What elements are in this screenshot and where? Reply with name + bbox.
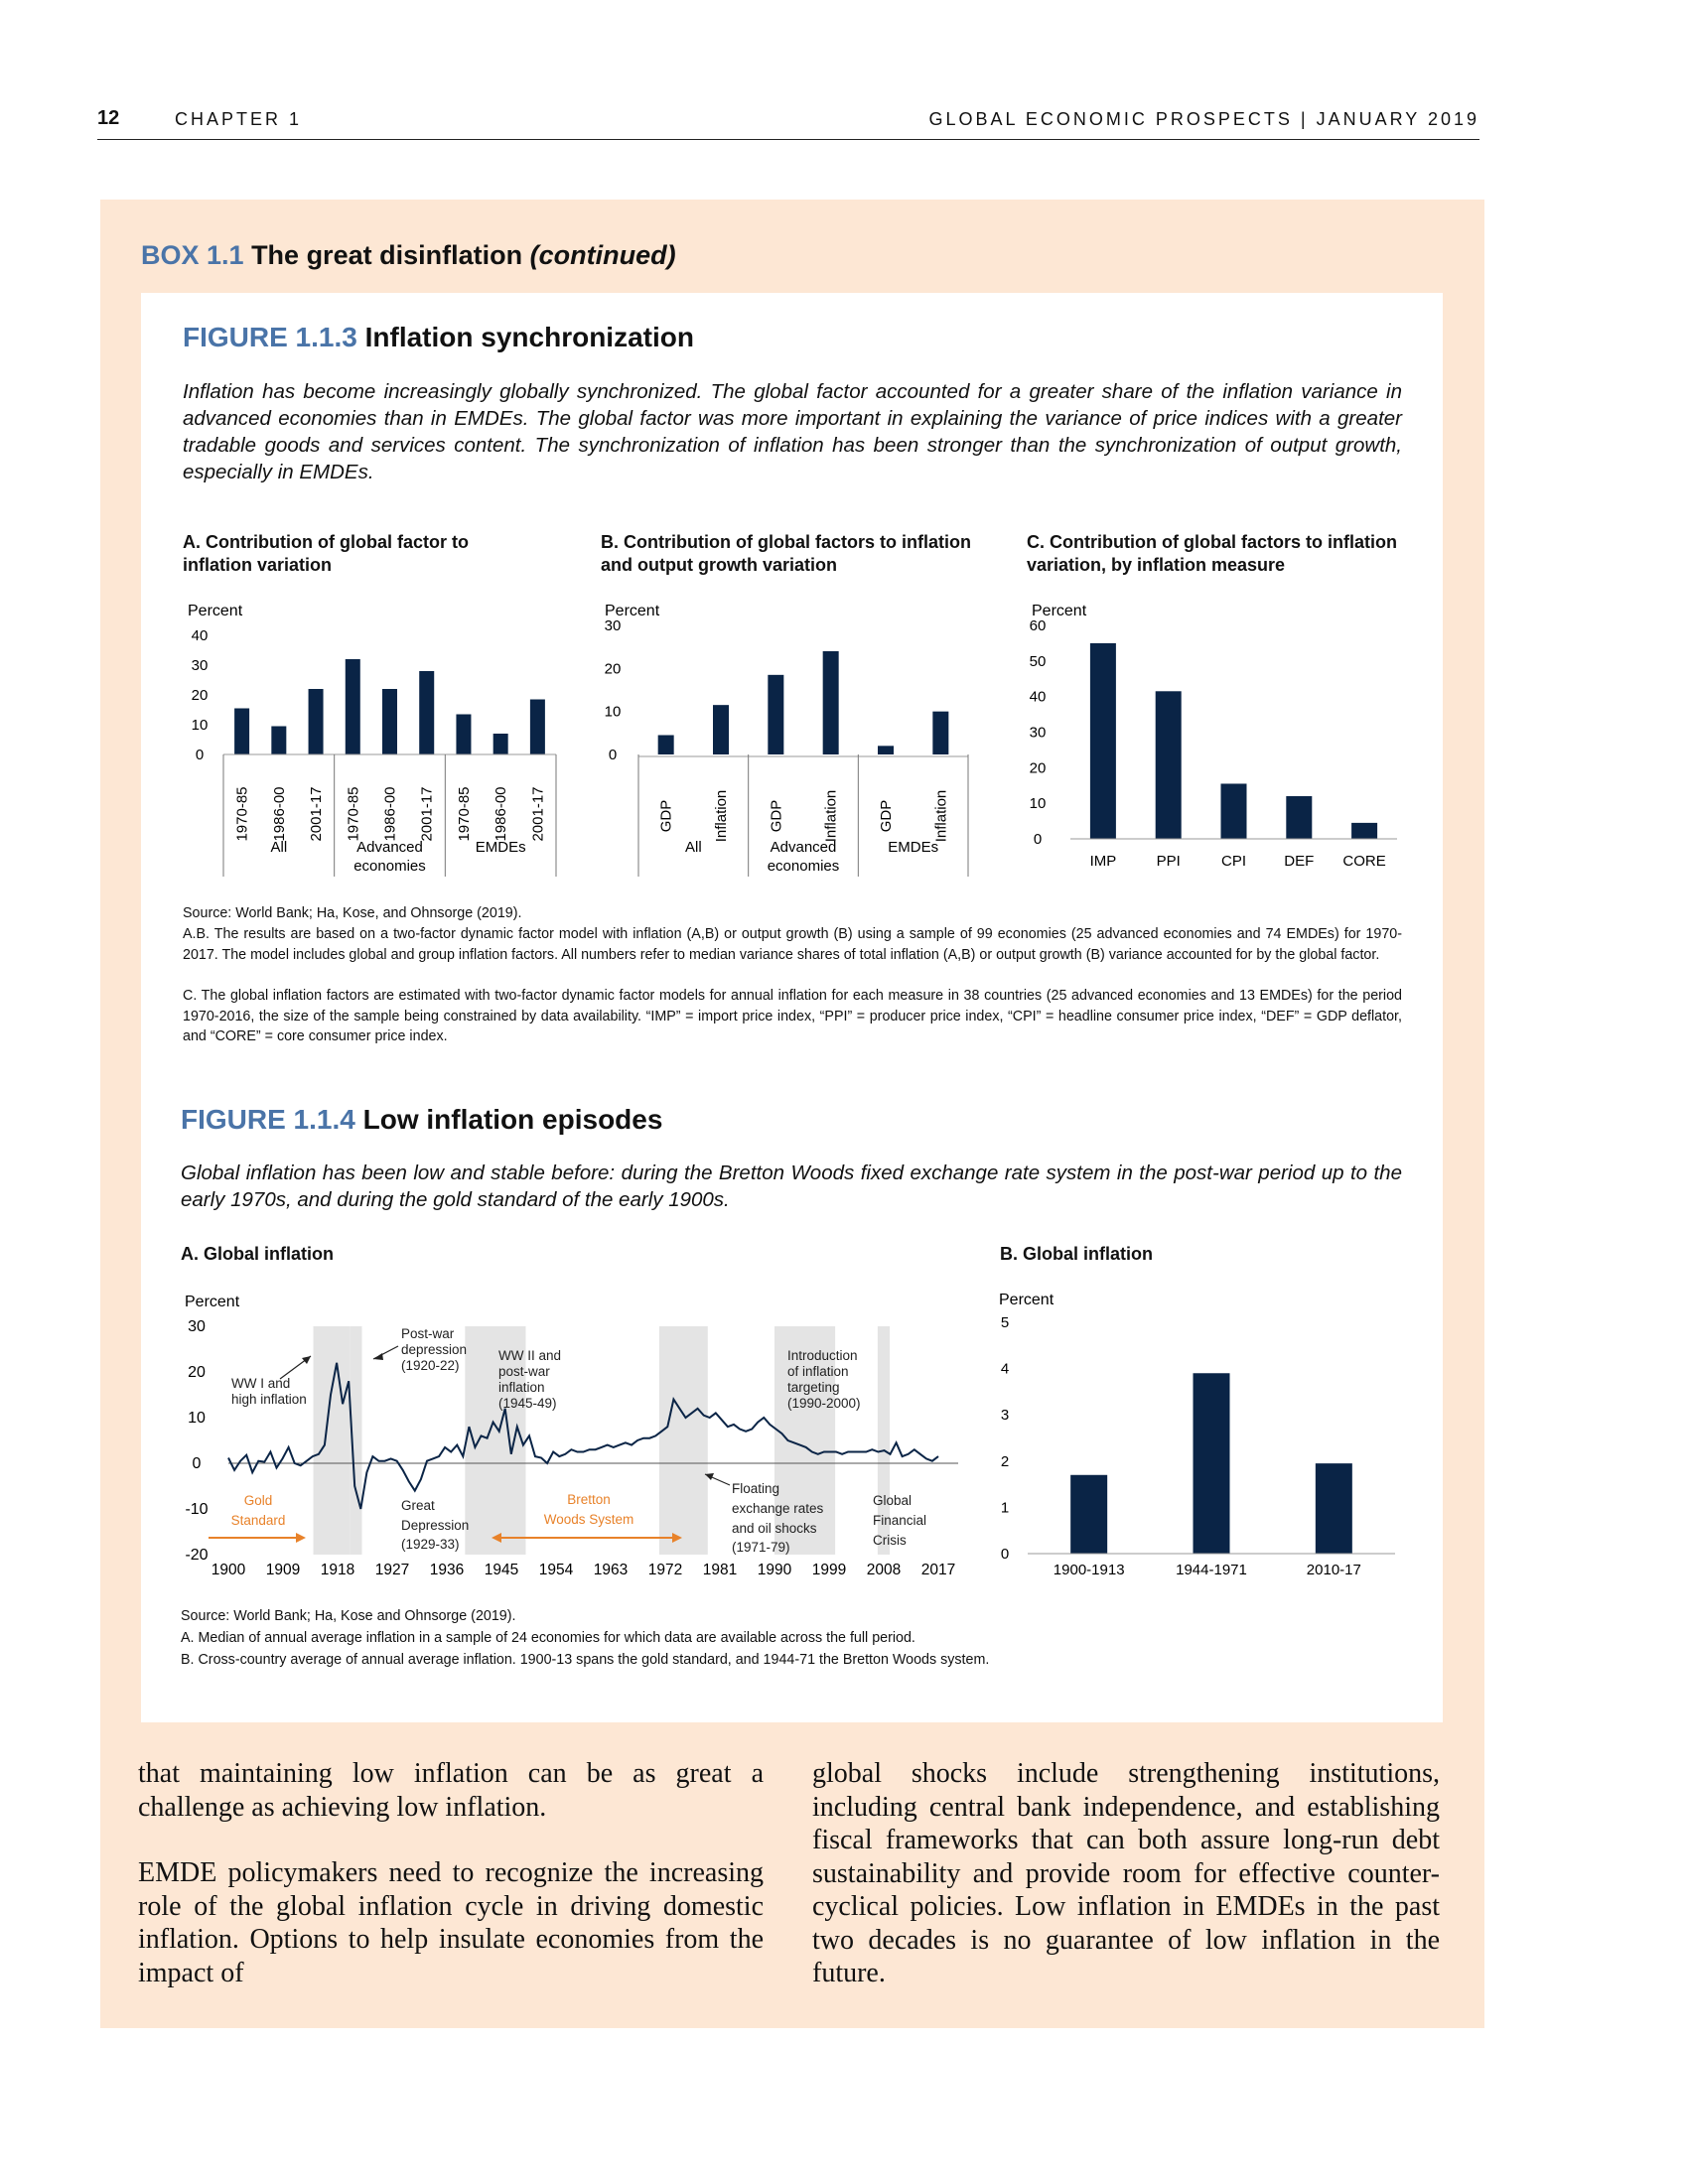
c113b-xtick: GDP	[657, 799, 675, 833]
c113a-xtick: 1986-00	[492, 786, 510, 842]
c113b-xtick: Inflation	[932, 789, 950, 843]
figure-113-note-ab: A.B. The results are based on a two-factor dynamic factor model with inflation (A,B) or output growth (B) using a sample of 99 economies (25 advanced economies and 74 EMDEs) for 1970-2017. The model includes global and group inflation factors. All numbers refer to median variance shares of total inflation (A,B) or output growth (B) variance accounted for by the global factor.	[183, 926, 1402, 963]
fig114a-chart	[179, 1287, 973, 1594]
fig114a-shaded-period	[659, 1326, 708, 1555]
c114b-bar	[1070, 1475, 1107, 1554]
c113c-ytick: 60	[1029, 617, 1047, 634]
figure-114-title-text: Low inflation episodes	[354, 1104, 663, 1135]
fig114a-xtick: 2017	[920, 1562, 956, 1578]
c113a-bar	[271, 727, 286, 755]
annotation-wwi: WW I and high inflation	[231, 1376, 307, 1407]
c113c-bar	[1156, 691, 1182, 839]
c113b-bar	[878, 746, 894, 754]
body-left-p1: that maintaining low inflation can be as great a challenge as achieving low inflation.	[138, 1758, 764, 1823]
c113a-xtick: 1970-85	[345, 786, 362, 842]
c113a-xtick: 1970-85	[455, 786, 473, 842]
fig114a-ytick: 0	[192, 1455, 202, 1472]
c113c-ytick: 20	[1029, 759, 1047, 777]
fig114b-chart	[993, 1287, 1410, 1594]
figure-113-source: Source: World Bank; Ha, Kose, and Ohnsorge (2019).	[183, 905, 522, 921]
fig113b-chart	[596, 596, 993, 884]
c113a-bar	[234, 709, 249, 755]
fig114a-ytick: 10	[188, 1410, 206, 1427]
c113b-ytick: 0	[608, 747, 618, 763]
c114b-xtick: 2010-17	[1306, 1562, 1361, 1578]
box-label: BOX 1.1	[141, 240, 244, 270]
c114b-ytick: 5	[1000, 1314, 1010, 1331]
era-gold-arrowhead	[296, 1533, 306, 1543]
c113a-ytick: 20	[191, 687, 209, 704]
c113c-ytick: 50	[1029, 652, 1047, 670]
c113c-ytick: 40	[1029, 688, 1047, 706]
fig114a-xtick: 1918	[320, 1562, 355, 1578]
fig113c-ylabel: Percent	[1032, 603, 1087, 619]
c114b-ytick: 4	[1000, 1360, 1010, 1378]
fig114b-ylabel: Percent	[999, 1292, 1055, 1308]
c114b-bar	[1194, 1373, 1230, 1554]
body-right: global shocks include strengthening institutions, including central bank independence, and establishing fiscal frameworks that can both assure long-run debt sustainability and provide room for effective counter-cyclical policies. Low inflation in EMDEs in the past two decades is no guarantee of low inflation in the future.	[812, 1758, 1440, 1988]
c113b-bar	[713, 705, 729, 754]
c113b-xtick: GDP	[878, 799, 895, 833]
fig114a-xtick: 1900	[211, 1562, 246, 1578]
c113a-ytick: 10	[191, 717, 209, 734]
figure-113-title-text: Inflation synchronization	[356, 322, 694, 352]
c113c-bar	[1351, 823, 1377, 839]
fig114a-xtick: 1999	[811, 1562, 847, 1578]
c113a-bar	[493, 734, 508, 754]
fig113a-ylabel: Percent	[188, 603, 243, 619]
arrowhead-wwi	[302, 1356, 311, 1364]
figure-114-label: FIGURE 1.1.4	[181, 1104, 355, 1135]
c113b-ytick: 10	[604, 703, 622, 721]
c113b-group-label: EMDEs	[888, 839, 939, 856]
fig113c-chart	[1023, 596, 1420, 884]
c113c-xtick: IMP	[1089, 853, 1117, 870]
c113a-ytick: 30	[191, 657, 209, 674]
fig114b-title: B. Global inflation	[1000, 1244, 1153, 1264]
c113a-group-label: Advanced economies	[353, 839, 426, 875]
annotation-postwar-depression: Post-war depression (1920-22)	[401, 1326, 468, 1373]
fig114a-ytick: 20	[188, 1364, 206, 1381]
era-bretton-woods: Bretton Woods System	[543, 1492, 634, 1527]
c114b-bar	[1316, 1463, 1352, 1554]
c113c-xtick: CORE	[1342, 853, 1386, 870]
figure-114-description: Global inflation has been low and stable before: during the Bretton Woods fixed exchange rate system in the post-war period up to the early 1970s, and during the gold standard of the early 1900s.	[181, 1161, 1402, 1211]
c113c-xtick: CPI	[1220, 853, 1247, 870]
figure-113-note-c: C. The global inflation factors are estimated with two-factor dynamic factor models for annual inflation for each measure in 38 countries (25 advanced economies and 13 EMDEs) for the period 1970-2016, the size of the sample being constrained by data availability. “IMP” = import price index, “PPI” = producer price index, “CPI” = headline consumer price index, “DEF” = GDP deflator, and “CORE” = core consumer price index.	[183, 988, 1402, 1044]
fig114a-xtick: 1927	[374, 1562, 410, 1578]
c113b-ytick: 30	[604, 617, 622, 634]
c113c-ytick: 30	[1029, 724, 1047, 742]
c114b-ytick: 1	[1000, 1499, 1010, 1517]
c114b-ytick: 2	[1000, 1452, 1010, 1470]
annotation-gfc: Global Financial Crisis	[873, 1493, 927, 1548]
fig114a-xtick: 1945	[484, 1562, 519, 1578]
annotation-inflation-targeting: Introduction of inflation targeting (1990-2000)	[787, 1348, 861, 1411]
chapter-label: CHAPTER 1	[175, 109, 303, 129]
c113c-bar	[1221, 783, 1247, 839]
fig113a-title: A. Contribution of global factor to inflation variation	[183, 532, 469, 575]
fig114a-xtick: 1981	[702, 1562, 738, 1578]
c113a-bar	[309, 689, 324, 754]
c113b-group-label: All	[684, 839, 702, 856]
fig114a-xtick: 2008	[866, 1562, 902, 1578]
c113c-bar	[1090, 643, 1116, 839]
c113a-ytick: 40	[191, 627, 209, 644]
c113a-ytick: 0	[195, 747, 205, 763]
c113b-bar	[932, 712, 948, 754]
c114b-xtick: 1944-1971	[1176, 1562, 1247, 1578]
publication-title: GLOBAL ECONOMIC PROSPECTS | JANUARY 2019	[928, 109, 1479, 129]
c113b-ytick: 20	[604, 660, 622, 678]
c113b-bar	[823, 651, 839, 754]
figure-114-source: Source: World Bank; Ha, Kose and Ohnsorge (2019).	[181, 1608, 516, 1624]
era-gold-standard: Gold Standard	[230, 1493, 286, 1528]
fig114a-ylabel: Percent	[185, 1294, 240, 1310]
c113c-bar	[1286, 796, 1312, 839]
fig114a-xtick: 1963	[593, 1562, 629, 1578]
fig114a-title: A. Global inflation	[181, 1244, 334, 1264]
c113b-group-label: Advanced economies	[767, 839, 840, 875]
figure-113-description: Inflation has become increasingly globally synchronized. The global factor accounted for a greater share of the inflation variance in advanced economies than in EMDEs. The global factor was more important in explaining the variance of price indices with a greater tradable goods and services content. The synchronization of inflation has been stronger than the synchronization of output growth, especially in EMDEs.	[183, 380, 1402, 483]
fig113c-title: C. Contribution of global factors to inflation variation, by inflation measure	[1027, 532, 1397, 575]
c113a-xtick: 1986-00	[270, 786, 288, 842]
fig114a-xtick: 1954	[538, 1562, 574, 1578]
figure-113-label: FIGURE 1.1.3	[183, 322, 357, 352]
c113b-xtick: Inflation	[713, 789, 730, 843]
box-title-text: The great disinflation	[251, 240, 530, 270]
box-title	[141, 240, 676, 271]
fig114a-ytick: -10	[185, 1501, 209, 1518]
fig113b-title: B. Contribution of global factors to inflation and output growth variation	[601, 532, 971, 575]
page-number: 12	[97, 107, 120, 129]
fig113a-chart	[179, 596, 566, 884]
fig114a-xtick: 1990	[757, 1562, 792, 1578]
arrowhead-postwar	[373, 1353, 383, 1360]
c113c-ytick: 0	[1033, 831, 1043, 848]
figure-114-title	[181, 1104, 662, 1136]
annotation-wwii: WW II and post-war inflation (1945-49)	[498, 1348, 562, 1411]
figure-114-note-b: B. Cross-country average of annual average inflation. 1900-13 spans the gold standard, and 1944-71 the Bretton Woods system.	[181, 1652, 990, 1668]
c113a-xtick: 2001-17	[418, 786, 436, 842]
c114b-xtick: 1900-1913	[1053, 1562, 1125, 1578]
c113b-xtick: Inflation	[822, 789, 840, 843]
body-left-p2: EMDE policymakers need to recognize the increasing role of the global inflation cycle in driving domestic inflation. Options to help insulate economies from the impact of	[138, 1857, 764, 1988]
c113a-bar	[419, 671, 434, 754]
figure-113-title	[183, 322, 694, 353]
c113a-bar	[346, 659, 360, 754]
c113a-bar	[456, 715, 471, 755]
c113c-xtick: PPI	[1156, 853, 1181, 870]
annotation-great-depression: Great Depression (1929-33)	[401, 1498, 470, 1552]
c114b-ytick: 3	[1000, 1407, 1010, 1425]
c113b-xtick: GDP	[768, 799, 785, 833]
c113c-xtick: DEF	[1284, 853, 1315, 870]
fig114a-xtick: 1972	[647, 1562, 683, 1578]
c113b-bar	[768, 675, 783, 754]
c113a-xtick: 1986-00	[381, 786, 399, 842]
fig114a-xtick: 1909	[265, 1562, 301, 1578]
fig113b-ylabel: Percent	[605, 603, 660, 619]
box-continued: (continued)	[529, 240, 676, 270]
c113a-group-label: All	[270, 839, 288, 856]
c113c-ytick: 10	[1029, 795, 1047, 813]
c113a-xtick: 2001-17	[529, 786, 547, 842]
figure-114-note-a: A. Median of annual average inflation in a sample of 24 economies for which data are available across the full period.	[181, 1630, 915, 1646]
header-rule	[97, 139, 1479, 140]
c113a-bar	[530, 700, 545, 755]
annotation-floating-rates: Floating exchange rates and oil shocks (1971-79)	[732, 1481, 824, 1555]
c114b-ytick: 0	[1000, 1546, 1010, 1563]
fig114a-ytick: 30	[188, 1318, 206, 1335]
fig114a-ytick: -20	[185, 1547, 209, 1564]
c113b-bar	[658, 736, 674, 755]
fig114a-xtick: 1936	[429, 1562, 465, 1578]
c113a-group-label: EMDEs	[475, 839, 526, 856]
fig114a-shaded-period	[314, 1326, 351, 1555]
c113a-bar	[382, 689, 397, 754]
c113a-xtick: 2001-17	[308, 786, 326, 842]
c113a-xtick: 1970-85	[233, 786, 251, 842]
